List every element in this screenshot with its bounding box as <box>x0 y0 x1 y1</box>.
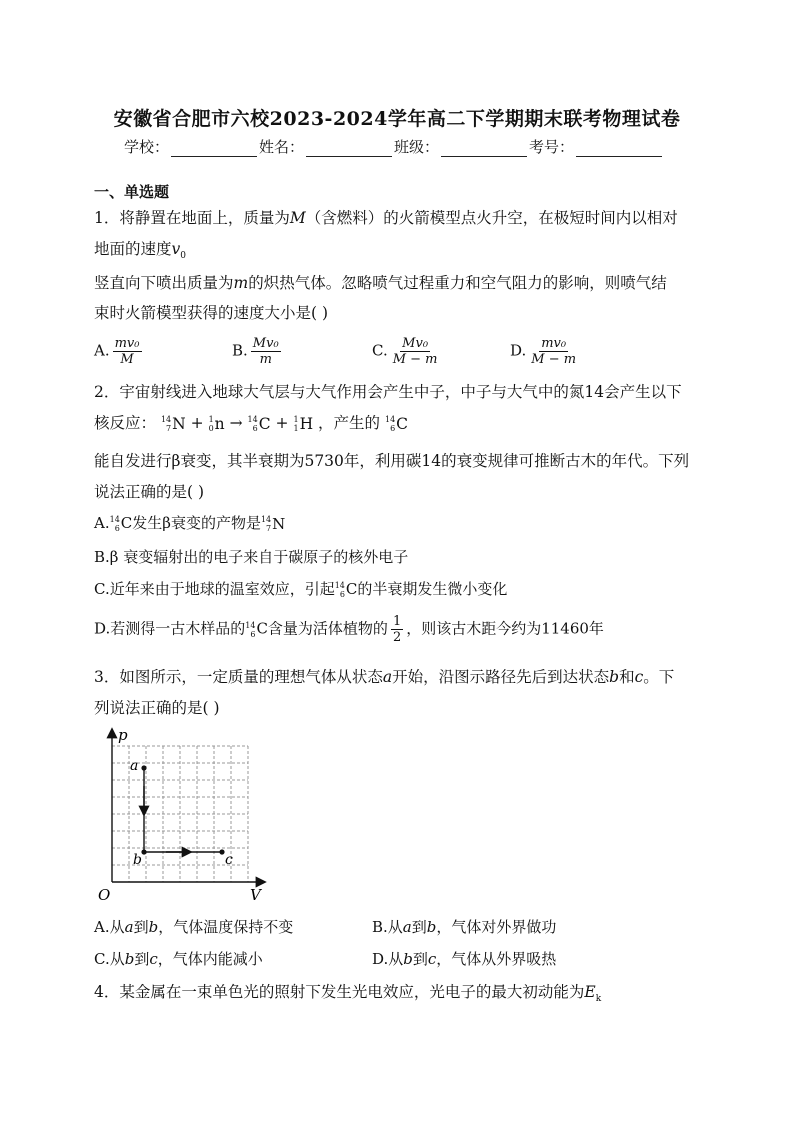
q1-line-2: 地面的速度$v_0$ <box>94 240 187 262</box>
class-field[interactable]: 班级： <box>394 136 529 157</box>
number-field[interactable]: 考号： <box>529 136 664 157</box>
origin-label: O <box>98 886 111 904</box>
q1-option-a[interactable]: A. $\frac{\text{mv₀}}{M}$ <box>94 336 140 367</box>
q4-line-1: 4．某金属在一束单色光的照射下发生光电效应，光电子的最大初动能为$E_k$ <box>94 983 602 1005</box>
exam-title: 安徽省合肥市六校2023-2024学年高二下学期期末联考物理试卷 <box>113 108 681 130</box>
name-field[interactable]: 姓名： <box>259 136 394 157</box>
q1-option-d[interactable]: D. $\frac{\text{mv₀}}{M - m}$ <box>510 336 577 367</box>
v-label: V <box>250 886 261 904</box>
q2-line-1: 2．宇宙射线进入地球大气层与大气作用会产生中子，中子与大气中的氮14会产生以下 <box>94 383 682 401</box>
a-label: a <box>130 758 139 774</box>
q3-option-b[interactable]: B.从a到b，气体对外界做功 <box>372 918 557 936</box>
q1-option-c[interactable]: C. $\frac{\text{Mv₀}}{M - m}$ <box>372 336 438 367</box>
q2-line-4: 说法正确的是( ) <box>94 483 205 501</box>
q2-option-a[interactable]: A. 14 6 C发生β衰变的产物是 14 7 N <box>94 514 286 533</box>
q1-option-b[interactable]: B. $\frac{\text{Mv₀}}{m}$ <box>232 336 279 367</box>
pv-diagram <box>96 726 276 906</box>
point-b <box>141 849 146 854</box>
q2-option-b[interactable]: B.β 衰变辐射出的电子来自于碳原子的核外电子 <box>94 548 409 566</box>
q3-option-c[interactable]: C.从b到c，气体内能减小 <box>94 950 263 968</box>
q3-line-1: 3．如图所示，一定质量的理想气体从状态a开始，沿图示路径先后到达状态b和c。下 <box>94 668 675 686</box>
school-field[interactable]: 学校： <box>124 136 259 157</box>
student-info-row <box>124 136 664 157</box>
point-c <box>219 849 224 854</box>
q3-option-d[interactable]: D.从b到c，气体从外界吸热 <box>372 950 557 968</box>
q2-line-3: 能自发进行β衰变，其半衰期为5730年，利用碳14的衰变规律可推断古木的年代。下列 <box>94 452 690 470</box>
q1-line-1: 1．将静置在地面上，质量为M（含燃料）的火箭模型点火升空，在极短时间内以相对 <box>94 209 678 227</box>
q2-option-d[interactable]: D.若测得一古木样品的 14 6 C含量为活体植物的 $\frac{1}{2}$ ，则该古木距今约为11460年 <box>94 614 604 645</box>
q2-option-c[interactable]: C.近年来由于地球的温室效应，引起 14 6 C的半衰期发生微小变化 <box>94 580 508 599</box>
q1-line-4: 束时火箭模型获得的速度大小是( ) <box>94 304 329 322</box>
section-heading: 一、单选题 <box>94 183 170 201</box>
p-label: p <box>118 726 128 744</box>
c-label: c <box>225 852 233 868</box>
q3-option-a[interactable]: A.从a到b，气体温度保持不变 <box>94 918 294 936</box>
q3-line-2: 列说法正确的是( ) <box>94 699 220 717</box>
point-a <box>141 765 146 770</box>
q2-line-2: 核反应： 14 7 N + 1 0 n → 14 6 C + 1 1 H ，产生的 14 6 C <box>94 414 409 433</box>
b-label: b <box>133 852 142 868</box>
q1-line-3: 竖直向下喷出质量为m的炽热气体。忽略喷气过程重力和空气阻力的影响，则喷气结 <box>94 274 667 292</box>
